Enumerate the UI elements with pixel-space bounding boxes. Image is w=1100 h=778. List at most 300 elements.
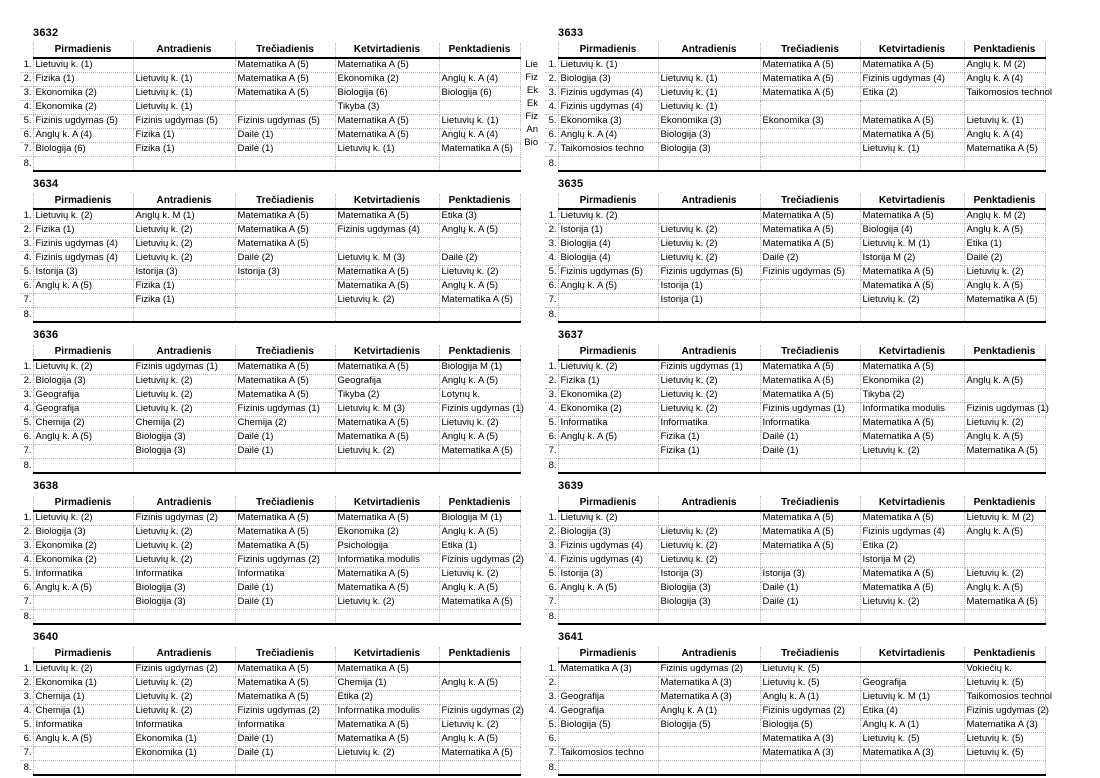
day-column-header: Trečiadienis [760, 194, 860, 209]
lesson-number: 4. [545, 554, 558, 568]
timetable-cell: Lietuvių k. (2) [335, 294, 439, 308]
header-row [20, 194, 520, 209]
timetable-cell: Matematika A (5) [860, 266, 964, 280]
class-timetable [545, 479, 1090, 625]
table-row [545, 511, 1045, 526]
table-row [20, 677, 520, 691]
lesson-number: 7. [545, 143, 558, 157]
timetable-cell: Matematika A (5) [760, 526, 860, 540]
day-column-header: Trečiadienis [760, 647, 860, 662]
timetable-cell [558, 459, 658, 474]
timetable-cell: Lietuvių k. (1) [133, 87, 235, 101]
timetable-cell: Matematika A (5) [760, 360, 860, 375]
timetable-cell: Geografija [558, 691, 658, 705]
timetable-cell [558, 610, 658, 625]
timetable-cell: Fizinis ugdymas (2) [964, 705, 1045, 719]
table-row [545, 308, 1045, 323]
timetable-cell: Lietuvių k. (2) [33, 662, 133, 677]
table-row [20, 417, 520, 431]
timetable-cell [558, 677, 658, 691]
timetable-cell: Lietuvių k. (2) [558, 511, 658, 526]
timetable-cell [964, 610, 1045, 625]
timetable-cell: Biologija (3) [133, 431, 235, 445]
timetable-cell: Matematika A (5) [860, 511, 964, 526]
timetable-cell: Dailė (1) [760, 445, 860, 459]
class-number: 3638 [33, 480, 59, 492]
timetable-cell: Matematika A (5) [860, 129, 964, 143]
timetable-cell: Lietuvių k. (2) [335, 445, 439, 459]
timetable-cell: Matematika A (5) [760, 209, 860, 224]
class-number: 3634 [33, 178, 59, 190]
lesson-number: 8. [20, 610, 33, 625]
timetable-cell: Matematika A (5) [335, 280, 439, 294]
table-row [545, 554, 1045, 568]
timetable-cell: Lietuvių k. (2) [133, 677, 235, 691]
timetable-cell: Geografija [558, 705, 658, 719]
timetable-cell: Lietuvių k. (2) [860, 294, 964, 308]
timetable-cell [33, 445, 133, 459]
timetable-cell: Fizika (1) [658, 445, 760, 459]
timetable-cell: Lietuvių k. (2) [133, 389, 235, 403]
timetable-cell [760, 459, 860, 474]
timetable-cell: Lietuvių k. (2) [658, 375, 760, 389]
timetable-cell: Lietuvių k. (2) [133, 375, 235, 389]
timetable-cell [33, 294, 133, 308]
timetable-cell: Lietuvių k. (1) [658, 87, 760, 101]
timetable-cell [760, 143, 860, 157]
lesson-number: 3. [20, 238, 33, 252]
timetable-cell: Lietuvių k. (2) [133, 238, 235, 252]
table-row [20, 733, 520, 747]
table-row [20, 389, 520, 403]
timetable-cell: Istorija (3) [658, 568, 760, 582]
timetable-cell: Etika (3) [439, 209, 520, 224]
lesson-number: 4. [20, 403, 33, 417]
timetable-cell [658, 761, 760, 776]
table-row [20, 280, 520, 294]
table-row [545, 691, 1045, 705]
table-row [20, 209, 520, 224]
timetable-cell: Lietuvių k. (2) [133, 224, 235, 238]
timetable-cell [658, 733, 760, 747]
timetable-cell: Dailė (1) [235, 143, 335, 157]
timetable-cell: Informatika [133, 568, 235, 582]
timetable-cell [658, 58, 760, 73]
table-row [545, 417, 1045, 431]
timetable-cell: Lietuvių k. (5) [860, 733, 964, 747]
timetable-cell: Matematika A (5) [235, 511, 335, 526]
clipped-column-fragment: Ek [526, 98, 538, 109]
timetable-cell: Dailė (1) [235, 431, 335, 445]
timetable-cell: Biologija (3) [133, 445, 235, 459]
timetable-cell: Anglų k. A (5) [439, 677, 520, 691]
timetable-cell: Lietuvių k. (2) [860, 596, 964, 610]
timetable-cell: Etika (1) [439, 540, 520, 554]
day-column-header: Penktadienis [439, 496, 520, 511]
timetable-cell: Biologija (6) [335, 87, 439, 101]
timetable-cell [964, 308, 1045, 323]
day-column-header: Pirmadienis [558, 496, 658, 511]
timetable-cell: Dailė (2) [439, 252, 520, 266]
timetable-cell: Lietuvių k. (2) [439, 266, 520, 280]
lesson-number: 3. [20, 389, 33, 403]
timetable-cell [235, 280, 335, 294]
timetable-cell: Matematika A (3) [658, 677, 760, 691]
timetable-cell: Fizika (1) [133, 294, 235, 308]
timetable-cell: Ekonomika (1) [133, 747, 235, 761]
timetable-cell: Anglų k. A (5) [558, 431, 658, 445]
timetable-cell: Matematika A (5) [335, 115, 439, 129]
timetable-cell: Matematika A (3) [860, 747, 964, 761]
day-column-header: Penktadienis [439, 194, 520, 209]
lesson-number: 3. [545, 87, 558, 101]
timetable-cell [439, 157, 520, 172]
timetable-cell: Lietuvių k. (1) [133, 73, 235, 87]
day-column-header: Ketvirtadienis [335, 345, 439, 360]
lesson-number: 5. [20, 719, 33, 733]
timetable-cell: Matematika A (5) [235, 677, 335, 691]
lesson-number: 3. [20, 540, 33, 554]
lesson-number: 5. [20, 417, 33, 431]
timetable-cell: Fizika (1) [133, 129, 235, 143]
timetable-cell [658, 459, 760, 474]
timetable-cell: Informatika [33, 719, 133, 733]
table-row [20, 238, 520, 252]
timetable-cell: Dailė (2) [964, 252, 1045, 266]
day-column-header: Penktadienis [964, 496, 1045, 511]
timetable-cell: Biologija (3) [658, 596, 760, 610]
lesson-number: 7. [545, 747, 558, 761]
timetable-cell: Fizinis ugdymas (5) [33, 115, 133, 129]
timetable-cell: Taikomosios techno [558, 747, 658, 761]
table-row [20, 252, 520, 266]
timetable-cell: Lietuvių k. (5) [760, 677, 860, 691]
table-row [545, 719, 1045, 733]
timetable-cell: Lietuvių k. (2) [33, 360, 133, 375]
timetable-cell: Matematika A (5) [760, 511, 860, 526]
lesson-number: 6. [545, 280, 558, 294]
lesson-number: 5. [20, 266, 33, 280]
timetable-cell [133, 308, 235, 323]
timetable-cell: Anglų k. A (5) [964, 224, 1045, 238]
timetable-cell: Matematika A (5) [860, 209, 964, 224]
timetable-cell [658, 747, 760, 761]
timetable-cell: Matematika A (5) [335, 568, 439, 582]
timetable-cell: Matematika A (5) [439, 747, 520, 761]
timetable-cell: Matematika A (3) [964, 719, 1045, 733]
timetable-cell: Ekonomika (3) [760, 115, 860, 129]
table-row [545, 705, 1045, 719]
timetable-cell: Lietuvių k. M (1) [860, 238, 964, 252]
lesson-number: 7. [20, 294, 33, 308]
timetable-cell: Biologija (3) [33, 375, 133, 389]
day-column-header: Trečiadienis [760, 496, 860, 511]
timetable-cell [658, 209, 760, 224]
table-row [545, 129, 1045, 143]
lesson-number: 7. [545, 596, 558, 610]
class-number: 3637 [558, 329, 584, 341]
timetable-cell [335, 610, 439, 625]
timetable-cell: Chemija (1) [33, 691, 133, 705]
timetable-cell: Etika (4) [860, 705, 964, 719]
lesson-number: 6. [20, 280, 33, 294]
day-column-header: Trečiadienis [235, 194, 335, 209]
timetable-cell: Anglų k. A (5) [964, 526, 1045, 540]
day-column-header: Antradienis [133, 43, 235, 58]
timetable-cell [335, 238, 439, 252]
table-row [545, 431, 1045, 445]
day-column-header: Antradienis [133, 194, 235, 209]
table-row [545, 389, 1045, 403]
timetable-cell: Etika (2) [860, 87, 964, 101]
timetable-cell: Matematika A (5) [335, 719, 439, 733]
timetable-cell [335, 761, 439, 776]
timetable-cell: Matematika A (5) [439, 596, 520, 610]
table-row [545, 266, 1045, 280]
timetable-cell: Lietuvių k. (2) [964, 417, 1045, 431]
header-row [545, 43, 1045, 58]
table-row [20, 568, 520, 582]
timetable-cell: Tikyba (3) [335, 101, 439, 115]
timetable-cell: Ekonomika (2) [33, 554, 133, 568]
table-row [20, 747, 520, 761]
lesson-number: 2. [20, 526, 33, 540]
timetable-cell: Informatika [760, 417, 860, 431]
lesson-number: 2. [20, 375, 33, 389]
lesson-number: 4. [545, 403, 558, 417]
timetable-cell: Fizinis ugdymas (2) [760, 705, 860, 719]
timetable-cell: Matematika A (5) [235, 662, 335, 677]
timetable-cell [558, 294, 658, 308]
lesson-number: 2. [545, 677, 558, 691]
timetable-cell: Lietuvių k. (5) [760, 662, 860, 677]
timetable-cell: Biologija (3) [558, 526, 658, 540]
header-row [545, 647, 1045, 662]
timetable-cell: Fizinis ugdymas (5) [558, 266, 658, 280]
day-column-header: Ketvirtadienis [860, 647, 964, 662]
timetable-cell [439, 662, 520, 677]
day-column-header: Trečiadienis [760, 43, 860, 58]
class-number: 3641 [558, 631, 584, 643]
timetable [545, 345, 1049, 474]
table-row [20, 526, 520, 540]
timetable-cell: Matematika A (3) [658, 691, 760, 705]
timetable-cell: Lietuvių k. (1) [439, 115, 520, 129]
lesson-number: 3. [545, 238, 558, 252]
timetable-cell: Lietuvių k. (5) [964, 747, 1045, 761]
timetable-cell: Lotynų k. [439, 389, 520, 403]
lesson-number: 1. [545, 360, 558, 375]
timetable-cell: Lietuvių k. (5) [964, 677, 1045, 691]
lesson-number: 6. [20, 733, 33, 747]
timetable-cell [964, 157, 1045, 172]
timetable-cell: Matematika A (5) [235, 375, 335, 389]
timetable-cell: Geografija [860, 677, 964, 691]
timetable-cell: Biologija (3) [658, 129, 760, 143]
day-column-header: Trečiadienis [235, 496, 335, 511]
timetable-cell: Matematika A (5) [235, 58, 335, 73]
day-column-header: Ketvirtadienis [860, 194, 964, 209]
table-row [20, 540, 520, 554]
lesson-number: 4. [545, 705, 558, 719]
timetable-cell: Lietuvių k. M (1) [860, 691, 964, 705]
timetable-cell: Fizinis ugdymas (4) [860, 526, 964, 540]
timetable-cell: Matematika A (5) [335, 417, 439, 431]
timetable-cell: Ekonomika (1) [33, 677, 133, 691]
day-column-header: Pirmadienis [33, 43, 133, 58]
timetable-cell: Anglų k. A (5) [964, 375, 1045, 389]
timetable-cell [33, 610, 133, 625]
lesson-number: 7. [20, 747, 33, 761]
lesson-number: 7. [545, 445, 558, 459]
lesson-number: 5. [20, 568, 33, 582]
timetable-cell: Fizinis ugdymas (1) [133, 360, 235, 375]
timetable-cell: Anglų k. A (5) [33, 733, 133, 747]
lesson-number: 3. [545, 540, 558, 554]
lesson-number: 4. [20, 554, 33, 568]
timetable-cell: Informatika [658, 417, 760, 431]
timetable-cell: Anglų k. A (5) [439, 375, 520, 389]
timetable-cell [860, 157, 964, 172]
timetable-cell: Ekonomika (2) [33, 540, 133, 554]
lesson-number: 1. [545, 511, 558, 526]
timetable-cell: Matematika A (5) [860, 280, 964, 294]
header-row [545, 496, 1045, 511]
timetable-cell: Geografija [33, 403, 133, 417]
table-row [545, 115, 1045, 129]
lesson-number: 7. [20, 143, 33, 157]
timetable-cell: Lietuvių k. (2) [658, 540, 760, 554]
header-row [20, 496, 520, 511]
timetable-cell: Anglų k. A (5) [439, 526, 520, 540]
lesson-number: 2. [20, 677, 33, 691]
timetable-cell: Fizinis ugdymas (2) [439, 554, 520, 568]
table-row [20, 431, 520, 445]
timetable-cell [860, 610, 964, 625]
lesson-number: 6. [20, 582, 33, 596]
day-column-header: Ketvirtadienis [860, 43, 964, 58]
timetable-cell: Anglų k. A (1) [860, 719, 964, 733]
timetable-cell [439, 308, 520, 323]
timetable-cell [760, 129, 860, 143]
timetable-cell: Lietuvių k. (2) [33, 209, 133, 224]
timetable-cell: Fizinis ugdymas (2) [133, 662, 235, 677]
class-timetable [545, 177, 1090, 323]
timetable-cell [558, 596, 658, 610]
lesson-number: 5. [545, 719, 558, 733]
timetable-cell [964, 389, 1045, 403]
timetable-cell: Matematika A (5) [235, 526, 335, 540]
timetable-cell: Biologija (5) [558, 719, 658, 733]
timetable-cell: Psichologija [335, 540, 439, 554]
timetable-cell: Taikomosios techno [558, 143, 658, 157]
timetable-cell: Dailė (1) [235, 733, 335, 747]
table-row [545, 403, 1045, 417]
lesson-number-header [545, 345, 558, 360]
day-column-header: Antradienis [133, 496, 235, 511]
table-row [20, 459, 520, 474]
class-number: 3633 [558, 27, 584, 39]
table-row [545, 143, 1045, 157]
timetable-cell: Anglų k. A (5) [964, 582, 1045, 596]
day-column-header: Pirmadienis [33, 194, 133, 209]
day-column-header: Antradienis [133, 345, 235, 360]
lesson-number: 5. [20, 115, 33, 129]
timetable [545, 43, 1053, 172]
timetable-cell [439, 610, 520, 625]
timetable-cell [558, 761, 658, 776]
header-row [20, 345, 520, 360]
table-row [545, 445, 1045, 459]
timetable-cell: Fizinis ugdymas (1) [964, 403, 1045, 417]
lesson-number: 8. [545, 157, 558, 172]
table-row [545, 375, 1045, 389]
timetable-cell [964, 554, 1045, 568]
lesson-number-header [545, 647, 558, 662]
lesson-number: 8. [20, 308, 33, 323]
timetable-cell: Istorija (1) [558, 224, 658, 238]
timetable-cell [558, 733, 658, 747]
timetable-cell: Lietuvių k. M (2) [964, 511, 1045, 526]
timetable-cell: Matematika A (5) [760, 238, 860, 252]
lesson-number-header [545, 194, 558, 209]
timetable-cell: Fizika (1) [133, 143, 235, 157]
timetable-cell [439, 761, 520, 776]
day-column-header: Antradienis [658, 647, 760, 662]
table-row [20, 308, 520, 323]
timetable-cell: Anglų k. A (4) [33, 129, 133, 143]
timetable-cell: Anglų k. A (5) [439, 280, 520, 294]
timetable-cell: Anglų k. A (4) [558, 129, 658, 143]
timetable-cell: Anglų k. A (1) [658, 705, 760, 719]
timetable-cell: Matematika A (5) [235, 238, 335, 252]
clipped-column-fragment: Bio [524, 137, 538, 148]
table-row [545, 596, 1045, 610]
timetable-cell [964, 360, 1045, 375]
timetable-cell: Dailė (1) [235, 747, 335, 761]
day-column-header: Penktadienis [964, 194, 1045, 209]
header-row [545, 194, 1045, 209]
timetable-cell: Istorija (3) [33, 266, 133, 280]
lesson-number: 4. [20, 705, 33, 719]
timetable-cell: Ekonomika (2) [33, 87, 133, 101]
lesson-number: 2. [545, 526, 558, 540]
lesson-number-header [20, 647, 33, 662]
timetable-cell: Anglų k. A (5) [964, 280, 1045, 294]
timetable-cell: Fizinis ugdymas (4) [558, 101, 658, 115]
timetable-cell: Dailė (1) [760, 431, 860, 445]
timetable-cell: Lietuvių k. (2) [860, 445, 964, 459]
timetable-cell: Lietuvių k. (2) [658, 389, 760, 403]
timetable-cell: Lietuvių k. (2) [133, 540, 235, 554]
timetable-cell: Fizinis ugdymas (4) [558, 87, 658, 101]
timetable-cell: Matematika A (5) [235, 360, 335, 375]
table-row [20, 445, 520, 459]
timetable-cell [335, 157, 439, 172]
timetable-cell: Istorija (3) [558, 568, 658, 582]
table-row [545, 87, 1045, 101]
timetable-cell: Fizinis ugdymas (1) [658, 360, 760, 375]
table-row [545, 209, 1045, 224]
table-row [545, 294, 1045, 308]
table-row [545, 360, 1045, 375]
table-row [20, 73, 520, 87]
timetable-cell: Matematika A (5) [860, 431, 964, 445]
timetable [545, 194, 1046, 323]
timetable-cell [33, 761, 133, 776]
table-row [20, 705, 520, 719]
timetable-cell: Anglų k. A (5) [964, 431, 1045, 445]
